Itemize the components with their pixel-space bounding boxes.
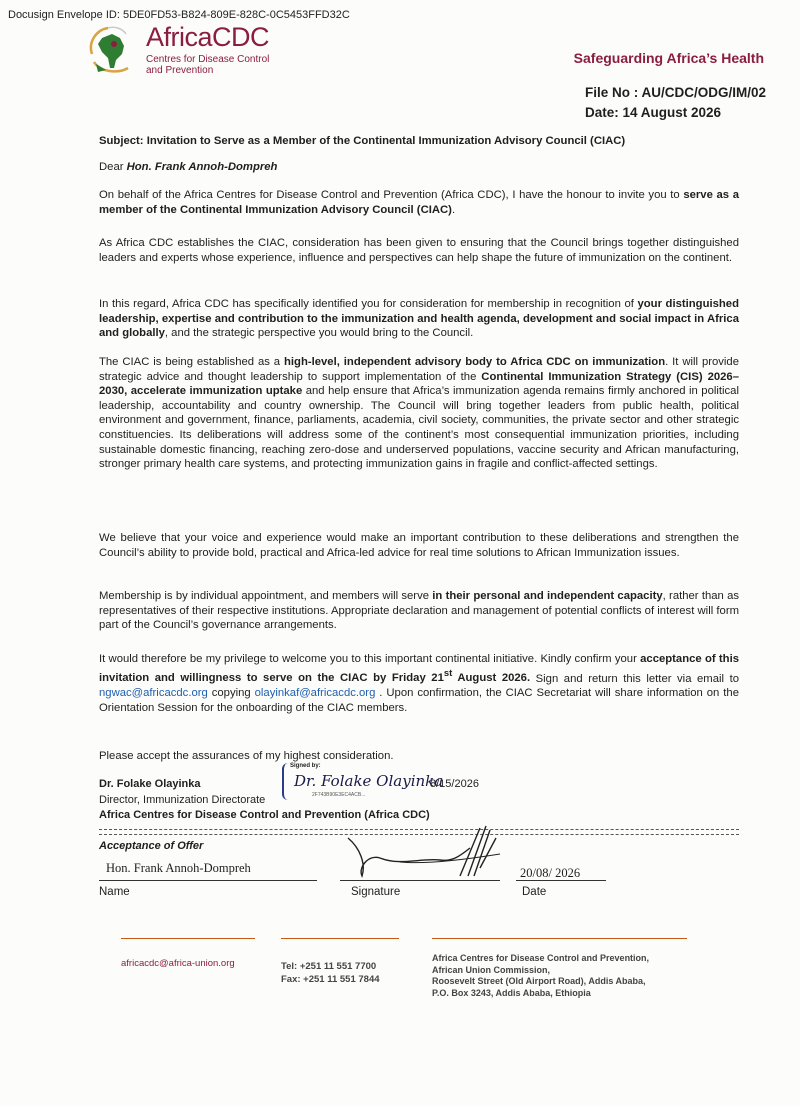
signed-by-label: Signed by: bbox=[290, 763, 321, 769]
africa-continent-emblem-icon bbox=[84, 24, 140, 76]
footer-rule-middle bbox=[281, 938, 399, 939]
acceptance-name-value: Hon. Frank Annoh-Dompreh bbox=[106, 861, 251, 875]
name-label: Name bbox=[99, 886, 130, 898]
p4-text-e: and help ensure that Africa’s immunization agenda remains firmly anchored in political leadership, accountability and country ownership. The Council will bring together leaders from public health, political environment and government, finance, parliaments, academia, civil society, communities, the private sector and other strategic constituencies. Its deliberations will address some of the continent’s most consequential immunization priorities, including sustainable domestic financing, reaching zero-dose and underserved populations, vaccine security and African manufacturing, stronger primary health care systems, and protecting immunization gains in fragile and conflict-affected settings. bbox=[99, 385, 739, 471]
p4-text-b: high-level, independent advisory body to Africa CDC on immunization bbox=[284, 356, 666, 368]
p7-text-d: Sign and return this letter via email to bbox=[530, 672, 739, 685]
footer-address-line-4: P.O. Box 3243, Addis Ababa, Ethiopia bbox=[432, 987, 591, 998]
subject-line: Subject: Invitation to Serve as a Member of the Continental Immunization Advisory Council (CIAC) bbox=[99, 135, 626, 147]
org-subtitle-line-1: Centres for Disease Control bbox=[146, 54, 270, 65]
footer-telephone: Tel: +251 11 551 7700 bbox=[281, 961, 377, 972]
p7-text-a: It would therefore be my privilege to welcome you to this important continental initiative. Kindly confirm your bbox=[99, 653, 641, 665]
p3-text-c: , and the strategic perspective you would bring to the Council. bbox=[164, 327, 474, 340]
letter-date: Date: 14 August 2026 bbox=[584, 105, 722, 120]
africa-cdc-logo bbox=[84, 22, 284, 82]
p1-text-a: On behalf of the Africa Centres for Disease Control and Prevention (Africa CDC), I have the honour to invite you to bbox=[99, 189, 684, 201]
paragraph-ciac-purpose bbox=[99, 355, 739, 472]
p7-text-b: acceptance of this invitation and willingness to serve on the CIAC by Friday 21 bbox=[99, 653, 739, 685]
file-reference bbox=[585, 83, 766, 123]
p6-text-a: Membership is by individual appointment, and members will serve bbox=[99, 590, 433, 602]
handwritten-signature bbox=[340, 818, 510, 884]
acceptance-date-value: 20/08/ 2026 bbox=[520, 866, 581, 880]
signature-label: Signature bbox=[351, 886, 401, 898]
p6-text-c: , rather than as representatives of their respective institutions. Appropriate declaration and management of potential conflicts of interest will form part of the Council’s governance arrangements. bbox=[99, 590, 740, 632]
p7-text-f: . Upon confirmation, the CIAC Secretariat will share information on the Orientation Session for the onboarding of the CIAC members. bbox=[99, 686, 739, 714]
tagline: Safeguarding Africa’s Health bbox=[573, 50, 764, 66]
footer-rule-right bbox=[432, 938, 687, 939]
footer-address-line-1: Africa Centres for Disease Control and Prevention, bbox=[432, 953, 650, 963]
p4-text-a: The CIAC is being established as a bbox=[99, 356, 284, 368]
signer-name: Dr. Folake Olayinka bbox=[99, 778, 201, 790]
p7-text-e: copying bbox=[207, 686, 255, 699]
date-line bbox=[516, 880, 606, 881]
recipient-name: Hon. Frank Annoh-Dompreh bbox=[126, 161, 278, 173]
salutation bbox=[99, 161, 277, 173]
email-link-olayinka[interactable]: olayinkaf@africacdc.org bbox=[254, 686, 376, 699]
paragraph-recognition bbox=[99, 297, 739, 341]
p4-text-c: . It will provide strategic advice and thought leadership to support implementation of the bbox=[99, 356, 739, 383]
paragraph-membership bbox=[99, 589, 739, 633]
org-subtitle bbox=[146, 54, 269, 76]
p6-text-b: in their personal and independent capacity bbox=[432, 590, 663, 602]
footer-fax: Fax: +251 11 551 7844 bbox=[281, 974, 380, 985]
date-label: Date bbox=[522, 886, 547, 898]
signer-role: Director, Immunization Directorate bbox=[99, 794, 266, 806]
footer-contact bbox=[281, 960, 380, 986]
file-number: File No : AU/CDC/ODG/IM/02 bbox=[584, 85, 766, 100]
signature-line bbox=[340, 880, 500, 881]
paragraph-establishment: As Africa CDC establishes the CIAC, consideration has been given to ensuring that the Council brings together distinguished leaders and experts whose experience, influence and perspectives can help shape the future of immunization on the continent. bbox=[99, 237, 739, 264]
name-line bbox=[99, 880, 317, 881]
paragraph-confirmation bbox=[99, 652, 739, 715]
paragraph-invitation bbox=[99, 188, 739, 217]
salutation-dear: Dear bbox=[99, 161, 127, 173]
p7-text-c: August 2026. bbox=[452, 672, 531, 685]
docusign-envelope-id: Docusign Envelope ID: 5DE0FD53-B824-809E-828C-0C5453FFD32C bbox=[8, 9, 350, 21]
director-signature: Dr. Folake Olayinka bbox=[294, 772, 444, 790]
signature-hash: 2F743B90E3EC4ACB... bbox=[312, 792, 366, 798]
email-link-ngwac[interactable]: ngwac@africacdc.org bbox=[99, 686, 208, 699]
signer-organization: Africa Centres for Disease Control and Prevention (Africa CDC) bbox=[99, 809, 430, 821]
docusign-signature-box bbox=[282, 763, 489, 800]
footer-email[interactable]: africacdc@africa-union.org bbox=[121, 958, 235, 969]
signature-date: 8/15/2026 bbox=[430, 778, 479, 790]
p3-text-a: In this regard, Africa CDC has specifically identified you for consideration for membership in recognition of bbox=[99, 298, 638, 310]
footer-address-line-2: African Union Commission, bbox=[432, 964, 551, 975]
org-subtitle-line-2: and Prevention bbox=[146, 65, 214, 76]
p1-text-b: serve as a member of the Continental Immunization Advisory Council (CIAC) bbox=[99, 189, 739, 216]
closing-line: Please accept the assurances of my highest consideration. bbox=[99, 750, 394, 762]
p1-text-c: . bbox=[451, 203, 456, 216]
paragraph-contribution: We believe that your voice and experience would make an important contribution to these deliberations and strengthen the Council’s ability to provide bold, practical and Africa-led advice for real time solutions to African Immunization issues. bbox=[99, 532, 739, 559]
acceptance-title: Acceptance of Offer bbox=[99, 840, 204, 852]
p3-text-b: your distinguished leadership, expertise and contribution to the immunization and health agenda, development and social impact in Africa and globally bbox=[99, 298, 739, 340]
org-name: AfricaCDC bbox=[146, 22, 270, 52]
footer-address bbox=[432, 953, 649, 999]
p7-superscript: st bbox=[443, 667, 453, 679]
footer-rule-left bbox=[121, 938, 255, 939]
p4-text-d: Continental Immunization Strategy (CIS) 2026–2030, accelerate immunization uptake bbox=[99, 370, 739, 398]
footer-address-line-3: Roosevelt Street (Old Airport Road), Addis Ababa, bbox=[432, 976, 646, 986]
